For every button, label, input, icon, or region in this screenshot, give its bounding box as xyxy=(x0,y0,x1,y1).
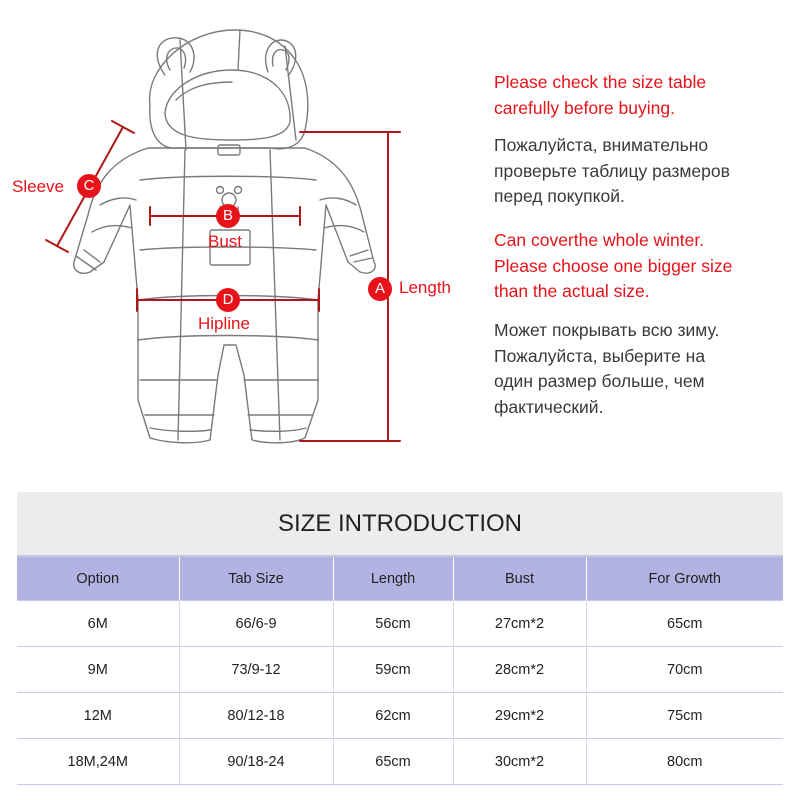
table-row xyxy=(17,601,783,647)
cell-bust: 29cm*2 xyxy=(453,693,586,739)
sleeve-label: Sleeve xyxy=(12,177,64,196)
sleeve-letter-badge: C xyxy=(77,174,101,198)
table-row xyxy=(17,647,783,693)
note-line: Please check the size table xyxy=(494,72,707,92)
bust-letter-badge: B xyxy=(216,204,240,228)
size-table-section xyxy=(17,492,783,782)
note-line: Пожалуйста, внимательно xyxy=(494,135,709,155)
header-option: Option xyxy=(17,557,179,601)
size-table-title: SIZE INTRODUCTION xyxy=(17,492,783,555)
note-line: перед покупкой. xyxy=(494,186,625,206)
note-line: проверьте таблицу размеров xyxy=(494,160,730,181)
cell-tab-size: 90/18-24 xyxy=(179,739,333,785)
header-for-growth: For Growth xyxy=(586,557,783,601)
cell-option: 9M xyxy=(17,647,179,693)
header-tab-size: Tab Size xyxy=(179,557,333,601)
cell-for-growth: 80cm xyxy=(586,739,783,785)
note-line: than the actual size. xyxy=(494,281,650,301)
cell-option: 12M xyxy=(17,693,179,739)
note-winter-en xyxy=(494,228,794,305)
cell-option: 6M xyxy=(17,601,179,647)
cell-for-growth: 65cm xyxy=(586,601,783,647)
cell-for-growth: 75cm xyxy=(586,693,783,739)
cell-tab-size: 66/6-9 xyxy=(179,601,333,647)
note-line: Может покрывать всю зиму. xyxy=(494,320,720,340)
cell-length: 56cm xyxy=(333,601,453,647)
table-header-row xyxy=(17,557,783,601)
header-bust: Bust xyxy=(453,557,586,601)
cell-tab-size: 80/12-18 xyxy=(179,693,333,739)
garment-measurement-figure xyxy=(0,0,470,470)
note-check-size-en xyxy=(494,70,794,121)
cell-length: 65cm xyxy=(333,739,453,785)
note-line: Пожалуйста, выберите на xyxy=(494,345,706,366)
note-line: carefully before buying. xyxy=(494,97,675,118)
cell-tab-size: 73/9-12 xyxy=(179,647,333,693)
header-length: Length xyxy=(333,557,453,601)
note-check-size-ru xyxy=(494,133,794,210)
note-line: Can coverthe whole winter. xyxy=(494,230,705,250)
size-table xyxy=(17,557,783,785)
note-line: Please choose one bigger size xyxy=(494,255,733,276)
bust-label: Bust xyxy=(208,232,243,251)
cell-option: 18M,24M xyxy=(17,739,179,785)
hipline-letter-badge: D xyxy=(216,288,240,312)
cell-length: 62cm xyxy=(333,693,453,739)
note-line: фактический. xyxy=(494,396,604,417)
length-label: Length xyxy=(399,278,451,297)
note-winter-ru xyxy=(494,318,794,420)
note-line: один размер больше, чем xyxy=(494,371,705,391)
cell-length: 59cm xyxy=(333,647,453,693)
table-row xyxy=(17,739,783,785)
cell-bust: 28cm*2 xyxy=(453,647,586,693)
cell-bust: 30cm*2 xyxy=(453,739,586,785)
cell-bust: 27cm*2 xyxy=(453,601,586,647)
cell-for-growth: 70cm xyxy=(586,647,783,693)
table-row xyxy=(17,693,783,739)
hipline-label: Hipline xyxy=(198,314,250,333)
length-letter-badge: A xyxy=(368,277,392,301)
